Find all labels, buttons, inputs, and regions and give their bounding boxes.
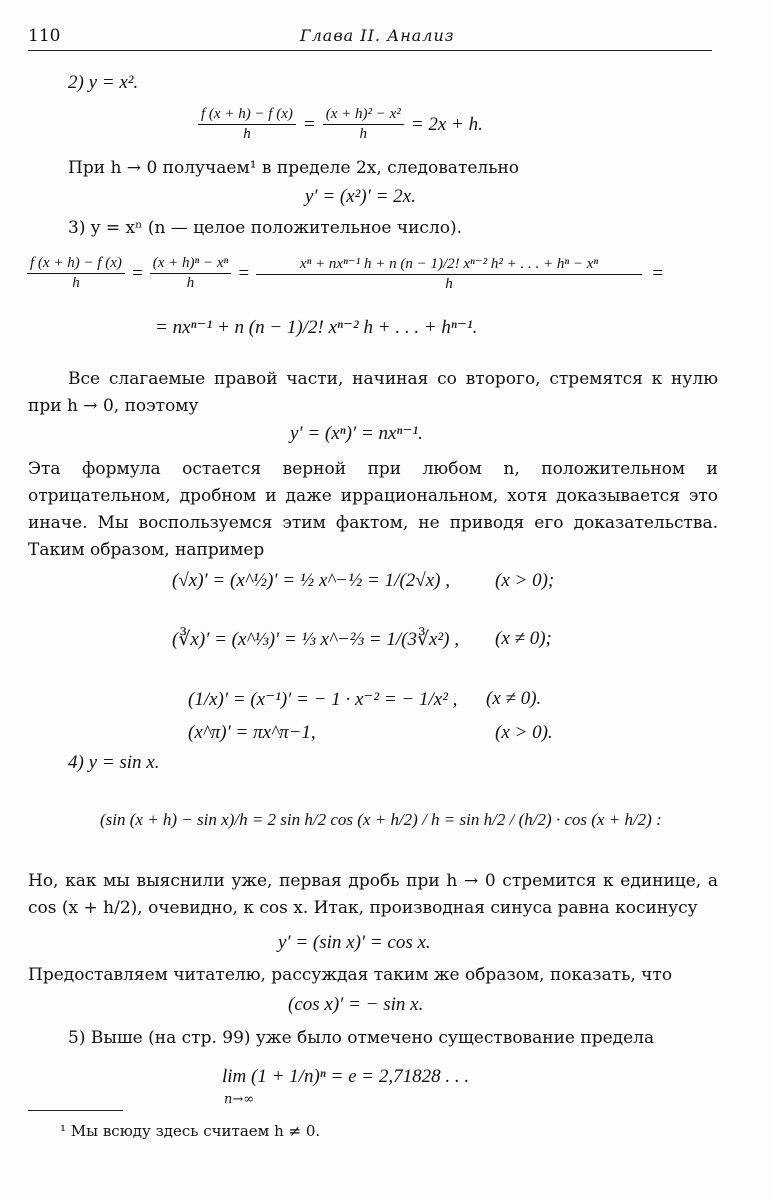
item2-frac2-num: (x + h)² − x² xyxy=(323,106,404,125)
item3-frac1 xyxy=(27,255,125,292)
item2-frac2 xyxy=(323,106,404,143)
item3-frac2-num: (x + h)ⁿ − xⁿ xyxy=(150,255,232,274)
item2-frac2-den: h xyxy=(359,126,367,142)
example-cbrt-condition: (x ≠ 0); xyxy=(495,628,552,649)
item3-frac3-num: xⁿ + nxⁿ⁻¹ h + n (n − 1)/2! xⁿ⁻² h² + . . . + hⁿ − xⁿ xyxy=(256,254,642,275)
item4-paragraph2: Предоставляем читателю, рассуждая таким же образом, показать, что xyxy=(28,965,673,985)
page-number: 110 xyxy=(28,26,61,46)
item3-derivative: y′ = (xⁿ)′ = nxⁿ⁻¹. xyxy=(290,423,423,444)
item3-label: 3) y = xⁿ (n — целое положительное число). xyxy=(68,218,463,238)
eq-sign: = xyxy=(130,262,144,284)
item4-formula: (sin (x + h) − sin x)/h = 2 sin h/2 cos (x + h/2) / h = sin h/2 / (h/2) · cos (x + h/2) : xyxy=(100,810,662,829)
item3-frac1-den: h xyxy=(72,275,80,291)
item3-frac3-den: h xyxy=(445,276,453,292)
item3-frac2-den: h xyxy=(186,275,195,291)
item4-paragraph1: Но, как мы выяснили уже, первая дробь при h → 0 стремится к единице, а cos (x + h/2), очевидно, к cos x. Итак, производная синуса равна косинусу xyxy=(28,871,718,918)
eq-sign: = xyxy=(302,113,316,135)
item2-derivative: y′ = (x²)′ = 2x. xyxy=(305,186,416,207)
header-rule xyxy=(28,50,712,51)
item4-derivative: y′ = (sin x)′ = cos x. xyxy=(278,932,431,953)
item2-frac1-num: f (x + h) − f (x) xyxy=(198,106,296,125)
chapter-title: Глава II. Анализ xyxy=(300,26,455,45)
item3-paragraph2: Эта формула остается верной при любом n, положительном и отрицательном, дробном и даже иррациональном, хотя доказывается это иначе. Мы воспользуемся этим фактом, не приводя его доказательства. Таким образом, например xyxy=(28,459,718,560)
example-reciprocal-condition: (x ≠ 0). xyxy=(486,688,542,709)
eq-sign: = xyxy=(651,262,664,284)
example-pi-power-condition: (x > 0). xyxy=(495,722,553,743)
item5-limit: lim (1 + 1/n)ⁿ = e = 2,71828 . . . xyxy=(222,1066,470,1087)
item3-line2: = nxⁿ⁻¹ + n (n − 1)/2! xⁿ⁻² h + . . . + hⁿ⁻¹. xyxy=(155,317,478,338)
item2-result: = 2x + h. xyxy=(410,113,483,135)
item5-limit-subscript: n→∞ xyxy=(224,1092,255,1107)
example-reciprocal: (1/x)′ = (x⁻¹)′ = − 1 · x⁻² = − 1/x² , xyxy=(188,689,458,710)
example-sqrt: (√x)′ = (x^½)′ = ½ x^−½ = 1/(2√x) , xyxy=(172,570,450,591)
item2-frac1 xyxy=(198,106,296,143)
eq-sign: = xyxy=(237,262,251,284)
item4-label: 4) y = sin x. xyxy=(68,752,160,773)
footnote-rule xyxy=(28,1110,123,1111)
item3-frac2 xyxy=(150,255,232,292)
item2-text: При h → 0 получаем¹ в пределе 2x, следовательно xyxy=(68,158,520,178)
item4-cos: (cos x)′ = − sin x. xyxy=(288,994,424,1015)
item2-frac1-den: h xyxy=(243,126,251,142)
item2-formula xyxy=(195,106,483,143)
item5-text: 5) Выше (на стр. 99) уже было отмечено существование предела xyxy=(68,1028,655,1048)
footnote: ¹ Мы всюду здесь считаем h ≠ 0. xyxy=(60,1122,321,1140)
example-sqrt-condition: (x > 0); xyxy=(495,570,555,591)
item2-label: 2) y = x². xyxy=(68,72,139,93)
item3-paragraph1: Все слагаемые правой части, начиная со второго, стремятся к нулю при h → 0, поэтому xyxy=(28,369,718,416)
example-cbrt: (∛x)′ = (x^⅓)′ = ⅓ x^−⅔ = 1/(3∛x²) , xyxy=(172,629,460,650)
item3-frac1-num: f (x + h) − f (x) xyxy=(27,255,125,274)
item3-line1 xyxy=(24,254,664,293)
item3-frac3 xyxy=(256,254,642,293)
example-pi-power: (x^π)′ = πx^π−1, xyxy=(188,722,316,743)
